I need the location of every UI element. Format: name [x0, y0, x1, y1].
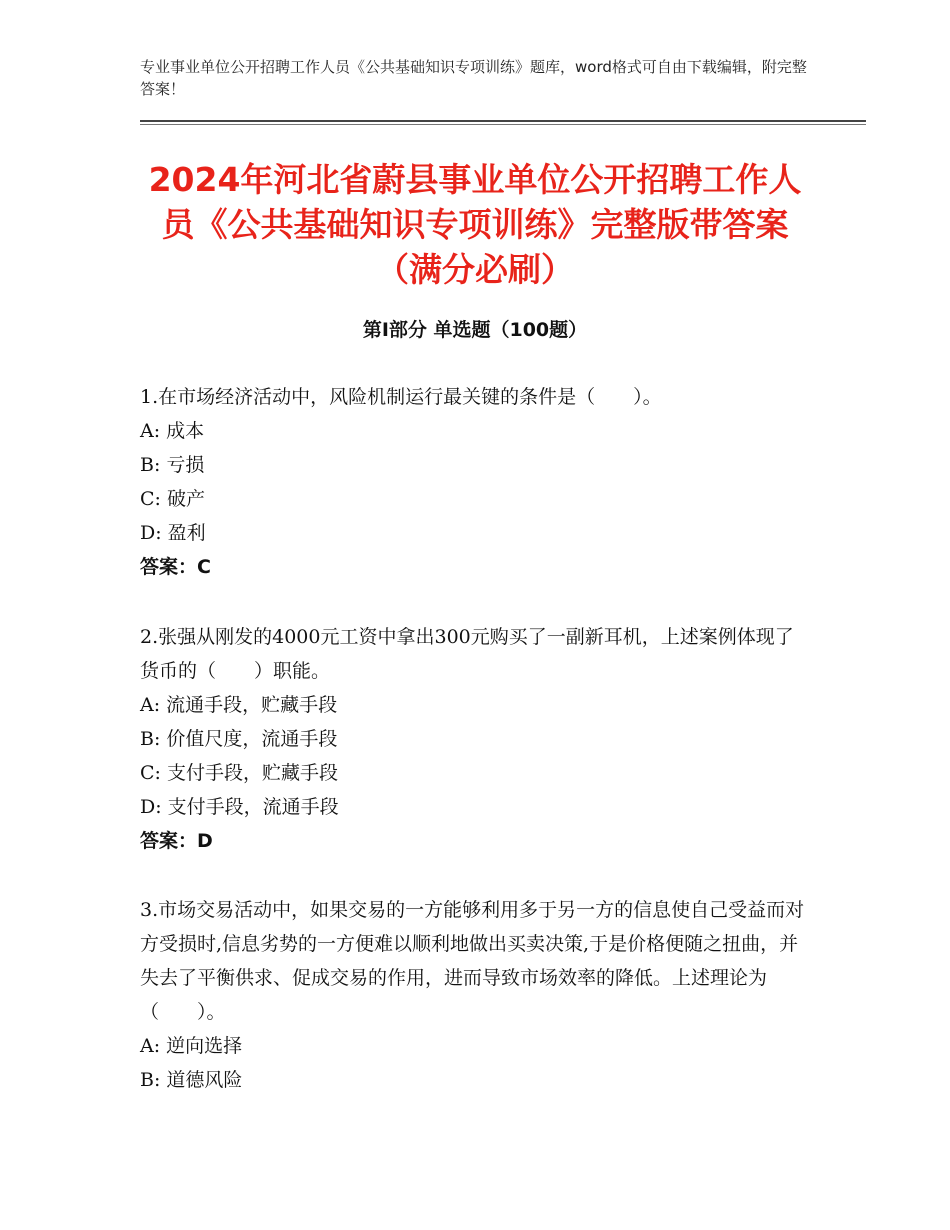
- option-b: B: 道德风险: [140, 1069, 243, 1091]
- option-d: D: 盈利: [140, 522, 206, 544]
- option-d: D: 支付手段，流通手段: [140, 796, 339, 818]
- option-c: C: 破产: [140, 488, 205, 510]
- option-a: A: 成本: [140, 420, 205, 442]
- question-1: [140, 380, 810, 584]
- header-note: 专业事业单位公开招聘工作人员《公共基础知识专项训练》题库，word格式可自由下载编辑，附完整答案！: [140, 58, 807, 98]
- option-c: C: 支付手段，贮藏手段: [140, 762, 338, 784]
- document-title: 2024年河北省蔚县事业单位公开招聘工作人员《公共基础知识专项训练》完整版带答案（满分必刷）: [148, 160, 802, 289]
- question-text: 2.张强从刚发的4000元工资中拿出300元购买了一副新耳机，上述案例体现了货币的（ ）职能。: [140, 626, 794, 682]
- option-b: B: 亏损: [140, 454, 205, 476]
- question-text: 3.市场交易活动中，如果交易的一方能够利用多于另一方的信息使自己受益而对方受损时,信息劣势的一方便难以顺利地做出买卖决策,于是价格便随之扭曲，并失去了平衡供求、促成交易的作用，进而导致市场效率的降低。上述理论为（ ）。: [140, 899, 805, 1023]
- option-a: A: 流通手段，贮藏手段: [140, 694, 338, 716]
- option-a: A: 逆向选择: [140, 1035, 243, 1057]
- header-rule-thin: [140, 124, 866, 125]
- option-b: B: 价值尺度，流通手段: [140, 728, 338, 750]
- question-3: [140, 893, 810, 1097]
- answer: 答案：C: [140, 556, 211, 578]
- header-rule-thick: [140, 120, 866, 122]
- question-2: [140, 620, 810, 858]
- answer: 答案：D: [140, 830, 213, 852]
- question-text: 1.在市场经济活动中，风险机制运行最关键的条件是（ ）。: [140, 386, 662, 408]
- section-heading: 第I部分 单选题（100题）: [362, 319, 588, 341]
